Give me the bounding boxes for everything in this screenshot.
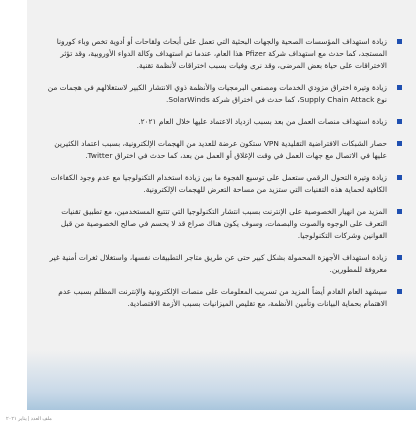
square-bullet-icon: [397, 119, 402, 124]
square-bullet-icon: [397, 255, 402, 260]
bullet-text: المزيد من انهيار الخصوصية على الإنترنت بسبب انتشار التكنولوجيا التي تتتبع المستخدمين، مع تطبيق تقنيات التعرف على الوجوه والصوت والبصمات، وسوف يكون هناك صراع قد لا يحسم في صالح الخصوصية من قبل القوانين وشركات التكنولوجيا.: [60, 207, 387, 240]
bullet-item: [45, 116, 402, 128]
content-panel: [27, 0, 416, 410]
bullet-text: زيادة وتيرة اختراق مزودي الخدمات ومصنعي البرمجيات والأنظمة ذوي الانتشار الكبير لاستغلالهم في هجمات من نوع Supply Chain Attack، كما حدث في اختراق شركة SolarWinds.: [47, 83, 387, 104]
bullet-list: [27, 0, 416, 310]
square-bullet-icon: [397, 39, 402, 44]
bullet-text: زيادة وتيرة التحول الرقمي ستعمل على توسيع الفجوة ما بين زيادة استخدام التكنولوجيا مع عدم وجود الكفاءات الكافية لحماية هذه التقنيات التي ستزيد من مساحة التعرض للهجمات الإلكترونية.: [50, 173, 387, 194]
bullet-text: سيشهد العام القادم أيضاً المزيد من تسريب المعلومات على منصات الإلكترونية والإنترنت المظلم بسبب عدم الاهتمام بحماية البيانات وتأمين الأنظمة، مع تقليص الميزانيات بسبب الأزمة الاقتصادية.: [58, 287, 387, 308]
left-margin-band: [0, 0, 27, 410]
bullet-text: زيادة استهداف منصات العمل من بعد بسبب ازدياد الاعتماد عليها خلال العام ٢٠٢١.: [138, 117, 387, 126]
bullet-item: [45, 252, 402, 276]
footer-bar: [0, 410, 416, 425]
bullet-text: زيادة استهداف الأجهزة المحمولة بشكل كبير حتى عن طريق متاجر التطبيقات نفسها، واستغلال ثغرات أمنية غير معروفة للمطورين.: [49, 253, 387, 274]
square-bullet-icon: [397, 289, 402, 294]
bullet-item: [45, 286, 402, 310]
bullet-item: [45, 206, 402, 242]
bullet-item: [45, 36, 402, 72]
bullet-text: حصار الشبكات الافتراضية التقليدية VPN ستكون عرضة للعديد من الهجمات الإلكترونية، بسبب اعتماد الكثيرين عليها في الاتصال مع جهات العمل في وقت الإغلاق أو العمل من بعد، كما حدث في اختراق Twitter.: [54, 139, 387, 160]
square-bullet-icon: [397, 209, 402, 214]
square-bullet-icon: [397, 141, 402, 146]
square-bullet-icon: [397, 175, 402, 180]
bullet-item: [45, 82, 402, 106]
square-bullet-icon: [397, 85, 402, 90]
bullet-item: [45, 172, 402, 196]
bullet-text: زيادة استهداف المؤسسات الصحية والجهات البحثية التي تعمل على أبحاث ولقاحات أو أدوية تخص وباء كورونا المستجد، كما حدث مع استهداف شركة Pfizer هذا العام، عندما تم استهداف وكالة الدواء الأوروبية، وقد تؤثر الاختراقات على حياة بعض المرضى، وقد نرى وفيات بسبب اختراقات لأنظمة تقنية.: [56, 37, 387, 70]
bullet-item: [45, 138, 402, 162]
footer-text: ملف العدد | يناير ٢٠٢١: [6, 416, 52, 422]
